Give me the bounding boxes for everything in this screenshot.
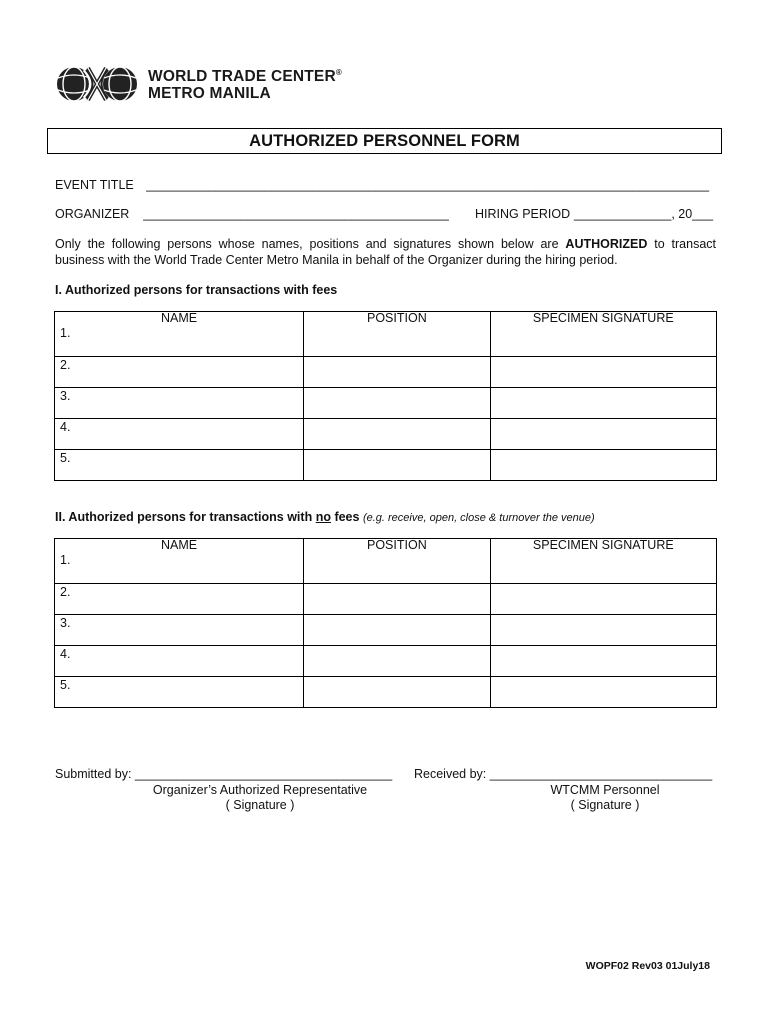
received-sig-caption: ( Signature ) bbox=[570, 798, 640, 812]
submitted-by bbox=[55, 767, 392, 781]
row-number: 1. bbox=[60, 326, 71, 340]
position-header: POSITION bbox=[367, 311, 427, 325]
section1-heading: I. Authorized persons for transactions with fees bbox=[55, 283, 338, 297]
table-row bbox=[55, 539, 717, 584]
submitted-role: Organizer’s Authorized Representative bbox=[152, 783, 368, 797]
received-role: WTCMM Personnel bbox=[550, 783, 660, 797]
organizer-label: ORGANIZER bbox=[55, 207, 130, 221]
signature-cell[interactable] bbox=[490, 539, 716, 584]
row-number: 1. bbox=[60, 553, 71, 567]
row-number: 3. bbox=[60, 389, 71, 403]
logo-line2: METRO MANILA bbox=[148, 85, 271, 103]
name-cell[interactable] bbox=[55, 357, 304, 388]
signature-cell[interactable] bbox=[490, 615, 716, 646]
section2-heading-no: no bbox=[315, 510, 331, 524]
position-cell[interactable] bbox=[304, 419, 490, 450]
authorization-statement bbox=[55, 236, 716, 268]
name-cell[interactable] bbox=[55, 419, 304, 450]
row-number: 5. bbox=[60, 678, 71, 692]
section2-note: (e.g. receive, open, close & turnover the venue) bbox=[362, 512, 595, 524]
hiring-period-label: HIRING PERIOD bbox=[475, 207, 571, 221]
submitted-caption bbox=[130, 783, 390, 813]
signature-header: SPECIMEN SIGNATURE bbox=[532, 538, 674, 552]
table-row bbox=[55, 615, 717, 646]
signature-cell[interactable] bbox=[490, 584, 716, 615]
position-cell[interactable] bbox=[304, 450, 490, 481]
table-row bbox=[55, 312, 717, 357]
statement-post: to transact business with the World Trade Center Metro Manila in behalf of the Organizer during the hiring period. bbox=[55, 237, 716, 267]
logo-line1: WORLD TRADE CENTER bbox=[148, 68, 336, 86]
position-cell[interactable] bbox=[304, 312, 490, 357]
organizer-field[interactable]: ____________________________________________ bbox=[143, 207, 449, 221]
name-cell[interactable] bbox=[55, 388, 304, 419]
table-row bbox=[55, 419, 717, 450]
signature-cell[interactable] bbox=[490, 677, 716, 708]
position-cell[interactable] bbox=[304, 677, 490, 708]
name-header: NAME bbox=[161, 311, 198, 325]
name-cell[interactable] bbox=[55, 312, 304, 357]
event-title-field[interactable]: _________________________________________________________________________________ bbox=[146, 178, 710, 192]
section2-heading bbox=[55, 510, 595, 524]
row-number: 5. bbox=[60, 451, 71, 465]
position-header: POSITION bbox=[367, 538, 427, 552]
submitted-signature-line[interactable]: _____________________________________ bbox=[134, 767, 393, 781]
received-label: Received by: bbox=[414, 767, 487, 781]
name-cell[interactable] bbox=[55, 450, 304, 481]
position-cell[interactable] bbox=[304, 646, 490, 677]
received-by bbox=[414, 767, 712, 781]
name-cell[interactable] bbox=[55, 646, 304, 677]
table-row bbox=[55, 388, 717, 419]
submitted-label: Submitted by: bbox=[55, 767, 132, 781]
table-row bbox=[55, 677, 717, 708]
row-number: 2. bbox=[60, 358, 71, 372]
section2-table bbox=[54, 538, 717, 708]
received-signature-line[interactable]: ________________________________ bbox=[489, 767, 713, 781]
name-cell[interactable] bbox=[55, 584, 304, 615]
table-row bbox=[55, 584, 717, 615]
wtc-logo bbox=[54, 62, 354, 106]
signature-cell[interactable] bbox=[490, 450, 716, 481]
logo-wordmark bbox=[148, 64, 342, 102]
table-row bbox=[55, 357, 717, 388]
form-title-box bbox=[47, 128, 722, 154]
signature-cell[interactable] bbox=[490, 357, 716, 388]
position-cell[interactable] bbox=[304, 615, 490, 646]
row-number: 4. bbox=[60, 420, 71, 434]
event-title-label: EVENT TITLE bbox=[55, 178, 134, 192]
signature-cell[interactable] bbox=[490, 312, 716, 357]
signature-cell[interactable] bbox=[490, 388, 716, 419]
row-number: 2. bbox=[60, 585, 71, 599]
section1-table bbox=[54, 311, 717, 481]
position-cell[interactable] bbox=[304, 357, 490, 388]
form-title: AUTHORIZED PERSONNEL FORM bbox=[249, 132, 520, 150]
hiring-period-field[interactable]: ______________, 20___ bbox=[574, 207, 714, 221]
section2-heading-pre: II. Authorized persons for transactions with bbox=[55, 510, 316, 524]
section2-heading-post: fees bbox=[330, 510, 360, 524]
statement-pre: Only the following persons whose names, positions and signatures shown below are bbox=[55, 237, 566, 251]
position-cell[interactable] bbox=[304, 584, 490, 615]
name-cell[interactable] bbox=[55, 539, 304, 584]
name-cell[interactable] bbox=[55, 677, 304, 708]
event-title-row bbox=[55, 178, 134, 192]
form-code: WOPF02 Rev03 01July18 bbox=[585, 960, 710, 972]
submitted-sig-caption: ( Signature ) bbox=[225, 798, 295, 812]
received-caption bbox=[495, 783, 715, 813]
signature-cell[interactable] bbox=[490, 419, 716, 450]
position-cell[interactable] bbox=[304, 539, 490, 584]
position-cell[interactable] bbox=[304, 388, 490, 419]
registered-mark: ® bbox=[335, 68, 342, 77]
statement-bold: AUTHORIZED bbox=[565, 237, 648, 251]
table-row bbox=[55, 450, 717, 481]
row-number: 3. bbox=[60, 616, 71, 630]
globe-logo-icon bbox=[54, 62, 140, 106]
name-cell[interactable] bbox=[55, 615, 304, 646]
name-header: NAME bbox=[161, 538, 198, 552]
table-row bbox=[55, 646, 717, 677]
row-number: 4. bbox=[60, 647, 71, 661]
signature-cell[interactable] bbox=[490, 646, 716, 677]
signature-header: SPECIMEN SIGNATURE bbox=[532, 311, 674, 325]
